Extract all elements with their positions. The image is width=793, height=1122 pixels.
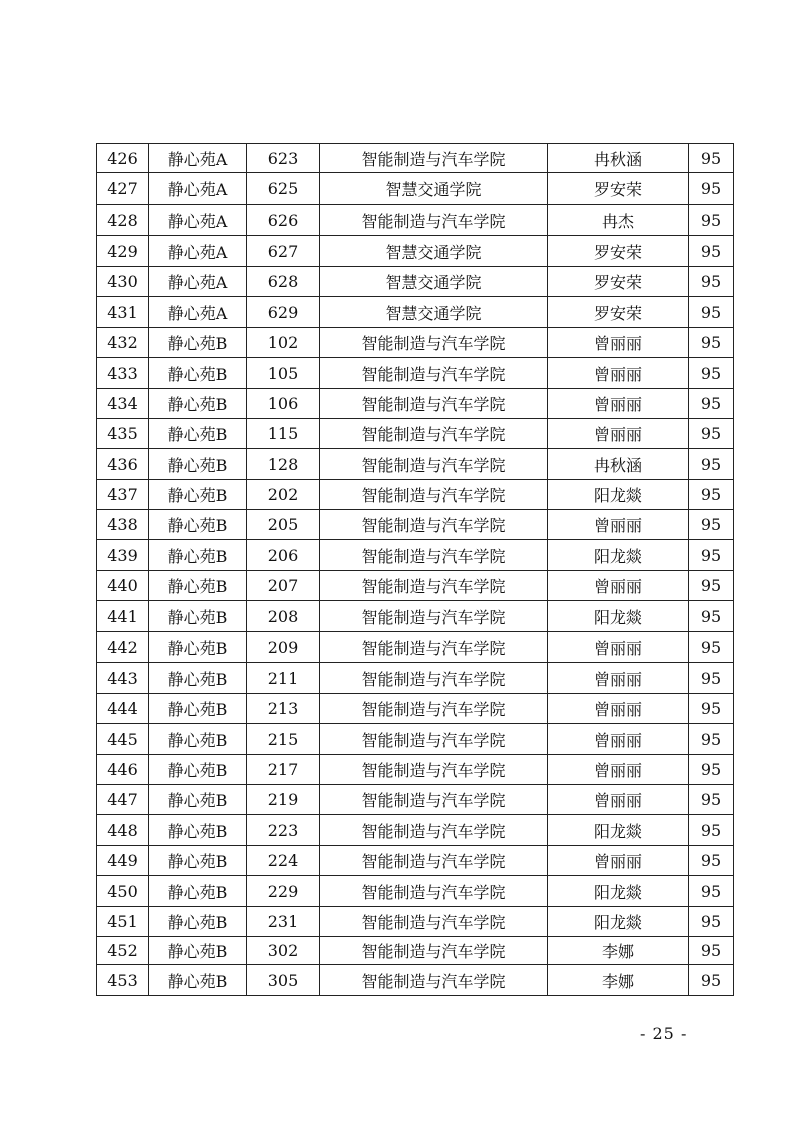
building-cell: 静心苑A bbox=[149, 267, 247, 297]
building-cell: 静心苑B bbox=[149, 694, 247, 724]
room-number-cell: 207 bbox=[247, 571, 320, 601]
building-cell: 静心苑B bbox=[149, 785, 247, 815]
score-cell: 95 bbox=[689, 755, 734, 785]
college-cell: 智慧交通学院 bbox=[320, 297, 548, 328]
table-row bbox=[97, 815, 734, 846]
building-cell: 静心苑B bbox=[149, 907, 247, 937]
college-cell: 智慧交通学院 bbox=[320, 173, 548, 205]
room-number-cell: 102 bbox=[247, 328, 320, 358]
score-cell: 95 bbox=[689, 144, 734, 173]
score-cell: 95 bbox=[689, 907, 734, 937]
table-row bbox=[97, 267, 734, 297]
room-number-cell: 106 bbox=[247, 389, 320, 419]
score-cell: 95 bbox=[689, 205, 734, 236]
building-cell: 静心苑B bbox=[149, 876, 247, 907]
score-cell: 95 bbox=[689, 965, 734, 996]
college-cell: 智慧交通学院 bbox=[320, 236, 548, 267]
score-cell: 95 bbox=[689, 724, 734, 755]
building-cell: 静心苑B bbox=[149, 449, 247, 480]
building-cell: 静心苑B bbox=[149, 540, 247, 571]
row-number-cell: 428 bbox=[97, 205, 149, 236]
counselor-cell: 曾丽丽 bbox=[548, 755, 689, 785]
building-cell: 静心苑B bbox=[149, 419, 247, 449]
room-number-cell: 206 bbox=[247, 540, 320, 571]
college-cell: 智能制造与汽车学院 bbox=[320, 724, 548, 755]
building-cell: 静心苑B bbox=[149, 389, 247, 419]
building-cell: 静心苑B bbox=[149, 480, 247, 510]
score-cell: 95 bbox=[689, 267, 734, 297]
counselor-cell: 曾丽丽 bbox=[548, 510, 689, 540]
college-cell: 智能制造与汽车学院 bbox=[320, 540, 548, 571]
room-number-cell: 128 bbox=[247, 449, 320, 480]
row-number-cell: 430 bbox=[97, 267, 149, 297]
building-cell: 静心苑A bbox=[149, 236, 247, 267]
row-number-cell: 453 bbox=[97, 965, 149, 996]
table-row bbox=[97, 876, 734, 907]
room-number-cell: 215 bbox=[247, 724, 320, 755]
college-cell: 智慧交通学院 bbox=[320, 267, 548, 297]
row-number-cell: 448 bbox=[97, 815, 149, 846]
table-row bbox=[97, 328, 734, 358]
score-cell: 95 bbox=[689, 876, 734, 907]
score-cell: 95 bbox=[689, 601, 734, 632]
college-cell: 智能制造与汽车学院 bbox=[320, 663, 548, 694]
room-number-cell: 231 bbox=[247, 907, 320, 937]
counselor-cell: 曾丽丽 bbox=[548, 663, 689, 694]
college-cell: 智能制造与汽车学院 bbox=[320, 965, 548, 996]
row-number-cell: 434 bbox=[97, 389, 149, 419]
room-number-cell: 202 bbox=[247, 480, 320, 510]
counselor-cell: 阳龙燚 bbox=[548, 876, 689, 907]
counselor-cell: 罗安荣 bbox=[548, 297, 689, 328]
counselor-cell: 阳龙燚 bbox=[548, 480, 689, 510]
college-cell: 智能制造与汽车学院 bbox=[320, 601, 548, 632]
row-number-cell: 436 bbox=[97, 449, 149, 480]
college-cell: 智能制造与汽车学院 bbox=[320, 937, 548, 965]
room-number-cell: 219 bbox=[247, 785, 320, 815]
table-row bbox=[97, 480, 734, 510]
score-cell: 95 bbox=[689, 694, 734, 724]
building-cell: 静心苑B bbox=[149, 510, 247, 540]
score-cell: 95 bbox=[689, 632, 734, 663]
row-number-cell: 435 bbox=[97, 419, 149, 449]
college-cell: 智能制造与汽车学院 bbox=[320, 571, 548, 601]
score-cell: 95 bbox=[689, 937, 734, 965]
counselor-cell: 阳龙燚 bbox=[548, 907, 689, 937]
college-cell: 智能制造与汽车学院 bbox=[320, 907, 548, 937]
counselor-cell: 曾丽丽 bbox=[548, 694, 689, 724]
counselor-cell: 曾丽丽 bbox=[548, 328, 689, 358]
score-cell: 95 bbox=[689, 358, 734, 389]
college-cell: 智能制造与汽车学院 bbox=[320, 846, 548, 876]
table-row bbox=[97, 205, 734, 236]
counselor-cell: 阳龙燚 bbox=[548, 815, 689, 846]
row-number-cell: 438 bbox=[97, 510, 149, 540]
table-row bbox=[97, 755, 734, 785]
building-cell: 静心苑A bbox=[149, 144, 247, 173]
table-body bbox=[97, 144, 734, 996]
college-cell: 智能制造与汽车学院 bbox=[320, 144, 548, 173]
counselor-cell: 曾丽丽 bbox=[548, 419, 689, 449]
table-row bbox=[97, 724, 734, 755]
table-row bbox=[97, 540, 734, 571]
college-cell: 智能制造与汽车学院 bbox=[320, 205, 548, 236]
score-cell: 95 bbox=[689, 785, 734, 815]
college-cell: 智能制造与汽车学院 bbox=[320, 755, 548, 785]
counselor-cell: 曾丽丽 bbox=[548, 389, 689, 419]
building-cell: 静心苑B bbox=[149, 937, 247, 965]
row-number-cell: 446 bbox=[97, 755, 149, 785]
college-cell: 智能制造与汽车学院 bbox=[320, 449, 548, 480]
building-cell: 静心苑B bbox=[149, 755, 247, 785]
counselor-cell: 曾丽丽 bbox=[548, 571, 689, 601]
row-number-cell: 432 bbox=[97, 328, 149, 358]
row-number-cell: 441 bbox=[97, 601, 149, 632]
building-cell: 静心苑B bbox=[149, 846, 247, 876]
score-cell: 95 bbox=[689, 663, 734, 694]
building-cell: 静心苑B bbox=[149, 358, 247, 389]
college-cell: 智能制造与汽车学院 bbox=[320, 785, 548, 815]
building-cell: 静心苑A bbox=[149, 173, 247, 205]
table-row bbox=[97, 601, 734, 632]
row-number-cell: 426 bbox=[97, 144, 149, 173]
score-cell: 95 bbox=[689, 815, 734, 846]
room-number-cell: 629 bbox=[247, 297, 320, 328]
table-row bbox=[97, 632, 734, 663]
table-row bbox=[97, 785, 734, 815]
counselor-cell: 冉秋涵 bbox=[548, 144, 689, 173]
building-cell: 静心苑B bbox=[149, 632, 247, 663]
row-number-cell: 431 bbox=[97, 297, 149, 328]
table-row bbox=[97, 937, 734, 965]
building-cell: 静心苑B bbox=[149, 815, 247, 846]
counselor-cell: 李娜 bbox=[548, 937, 689, 965]
college-cell: 智能制造与汽车学院 bbox=[320, 358, 548, 389]
score-cell: 95 bbox=[689, 449, 734, 480]
room-number-cell: 213 bbox=[247, 694, 320, 724]
counselor-cell: 罗安荣 bbox=[548, 267, 689, 297]
building-cell: 静心苑B bbox=[149, 328, 247, 358]
room-number-cell: 627 bbox=[247, 236, 320, 267]
row-number-cell: 439 bbox=[97, 540, 149, 571]
college-cell: 智能制造与汽车学院 bbox=[320, 815, 548, 846]
college-cell: 智能制造与汽车学院 bbox=[320, 510, 548, 540]
score-cell: 95 bbox=[689, 389, 734, 419]
score-cell: 95 bbox=[689, 328, 734, 358]
building-cell: 静心苑B bbox=[149, 601, 247, 632]
row-number-cell: 449 bbox=[97, 846, 149, 876]
score-cell: 95 bbox=[689, 419, 734, 449]
counselor-cell: 罗安荣 bbox=[548, 173, 689, 205]
building-cell: 静心苑A bbox=[149, 205, 247, 236]
score-cell: 95 bbox=[689, 173, 734, 205]
table-row bbox=[97, 449, 734, 480]
room-number-cell: 302 bbox=[247, 937, 320, 965]
room-number-cell: 105 bbox=[247, 358, 320, 389]
room-number-cell: 626 bbox=[247, 205, 320, 236]
score-cell: 95 bbox=[689, 540, 734, 571]
score-cell: 95 bbox=[689, 510, 734, 540]
counselor-cell: 阳龙燚 bbox=[548, 540, 689, 571]
score-cell: 95 bbox=[689, 846, 734, 876]
row-number-cell: 443 bbox=[97, 663, 149, 694]
table-row bbox=[97, 907, 734, 937]
score-cell: 95 bbox=[689, 480, 734, 510]
building-cell: 静心苑B bbox=[149, 571, 247, 601]
row-number-cell: 440 bbox=[97, 571, 149, 601]
college-cell: 智能制造与汽车学院 bbox=[320, 480, 548, 510]
table-row bbox=[97, 236, 734, 267]
table-row bbox=[97, 419, 734, 449]
college-cell: 智能制造与汽车学院 bbox=[320, 632, 548, 663]
score-cell: 95 bbox=[689, 571, 734, 601]
counselor-cell: 曾丽丽 bbox=[548, 724, 689, 755]
row-number-cell: 442 bbox=[97, 632, 149, 663]
row-number-cell: 437 bbox=[97, 480, 149, 510]
score-cell: 95 bbox=[689, 236, 734, 267]
room-number-cell: 209 bbox=[247, 632, 320, 663]
room-number-cell: 205 bbox=[247, 510, 320, 540]
dormitory-score-table bbox=[96, 143, 734, 996]
row-number-cell: 445 bbox=[97, 724, 149, 755]
score-cell: 95 bbox=[689, 297, 734, 328]
building-cell: 静心苑B bbox=[149, 663, 247, 694]
college-cell: 智能制造与汽车学院 bbox=[320, 694, 548, 724]
college-cell: 智能制造与汽车学院 bbox=[320, 389, 548, 419]
room-number-cell: 224 bbox=[247, 846, 320, 876]
building-cell: 静心苑A bbox=[149, 297, 247, 328]
counselor-cell: 曾丽丽 bbox=[548, 358, 689, 389]
table-row bbox=[97, 694, 734, 724]
counselor-cell: 曾丽丽 bbox=[548, 785, 689, 815]
room-number-cell: 115 bbox=[247, 419, 320, 449]
room-number-cell: 208 bbox=[247, 601, 320, 632]
counselor-cell: 冉杰 bbox=[548, 205, 689, 236]
room-number-cell: 229 bbox=[247, 876, 320, 907]
row-number-cell: 429 bbox=[97, 236, 149, 267]
building-cell: 静心苑B bbox=[149, 724, 247, 755]
building-cell: 静心苑B bbox=[149, 965, 247, 996]
room-number-cell: 305 bbox=[247, 965, 320, 996]
counselor-cell: 阳龙燚 bbox=[548, 601, 689, 632]
table-row bbox=[97, 846, 734, 876]
table-row bbox=[97, 510, 734, 540]
table-row bbox=[97, 663, 734, 694]
room-number-cell: 628 bbox=[247, 267, 320, 297]
counselor-cell: 冉秋涵 bbox=[548, 449, 689, 480]
college-cell: 智能制造与汽车学院 bbox=[320, 876, 548, 907]
room-number-cell: 623 bbox=[247, 144, 320, 173]
room-number-cell: 217 bbox=[247, 755, 320, 785]
table-row bbox=[97, 297, 734, 328]
row-number-cell: 447 bbox=[97, 785, 149, 815]
table-row bbox=[97, 173, 734, 205]
counselor-cell: 曾丽丽 bbox=[548, 632, 689, 663]
table-row bbox=[97, 965, 734, 996]
table-row bbox=[97, 389, 734, 419]
room-number-cell: 211 bbox=[247, 663, 320, 694]
row-number-cell: 452 bbox=[97, 937, 149, 965]
counselor-cell: 罗安荣 bbox=[548, 236, 689, 267]
row-number-cell: 427 bbox=[97, 173, 149, 205]
counselor-cell: 曾丽丽 bbox=[548, 846, 689, 876]
row-number-cell: 451 bbox=[97, 907, 149, 937]
row-number-cell: 444 bbox=[97, 694, 149, 724]
college-cell: 智能制造与汽车学院 bbox=[320, 328, 548, 358]
row-number-cell: 433 bbox=[97, 358, 149, 389]
college-cell: 智能制造与汽车学院 bbox=[320, 419, 548, 449]
room-number-cell: 625 bbox=[247, 173, 320, 205]
table-row bbox=[97, 571, 734, 601]
page-number: - 25 - bbox=[640, 1024, 688, 1043]
row-number-cell: 450 bbox=[97, 876, 149, 907]
room-number-cell: 223 bbox=[247, 815, 320, 846]
counselor-cell: 李娜 bbox=[548, 965, 689, 996]
table-row bbox=[97, 144, 734, 173]
table-row bbox=[97, 358, 734, 389]
